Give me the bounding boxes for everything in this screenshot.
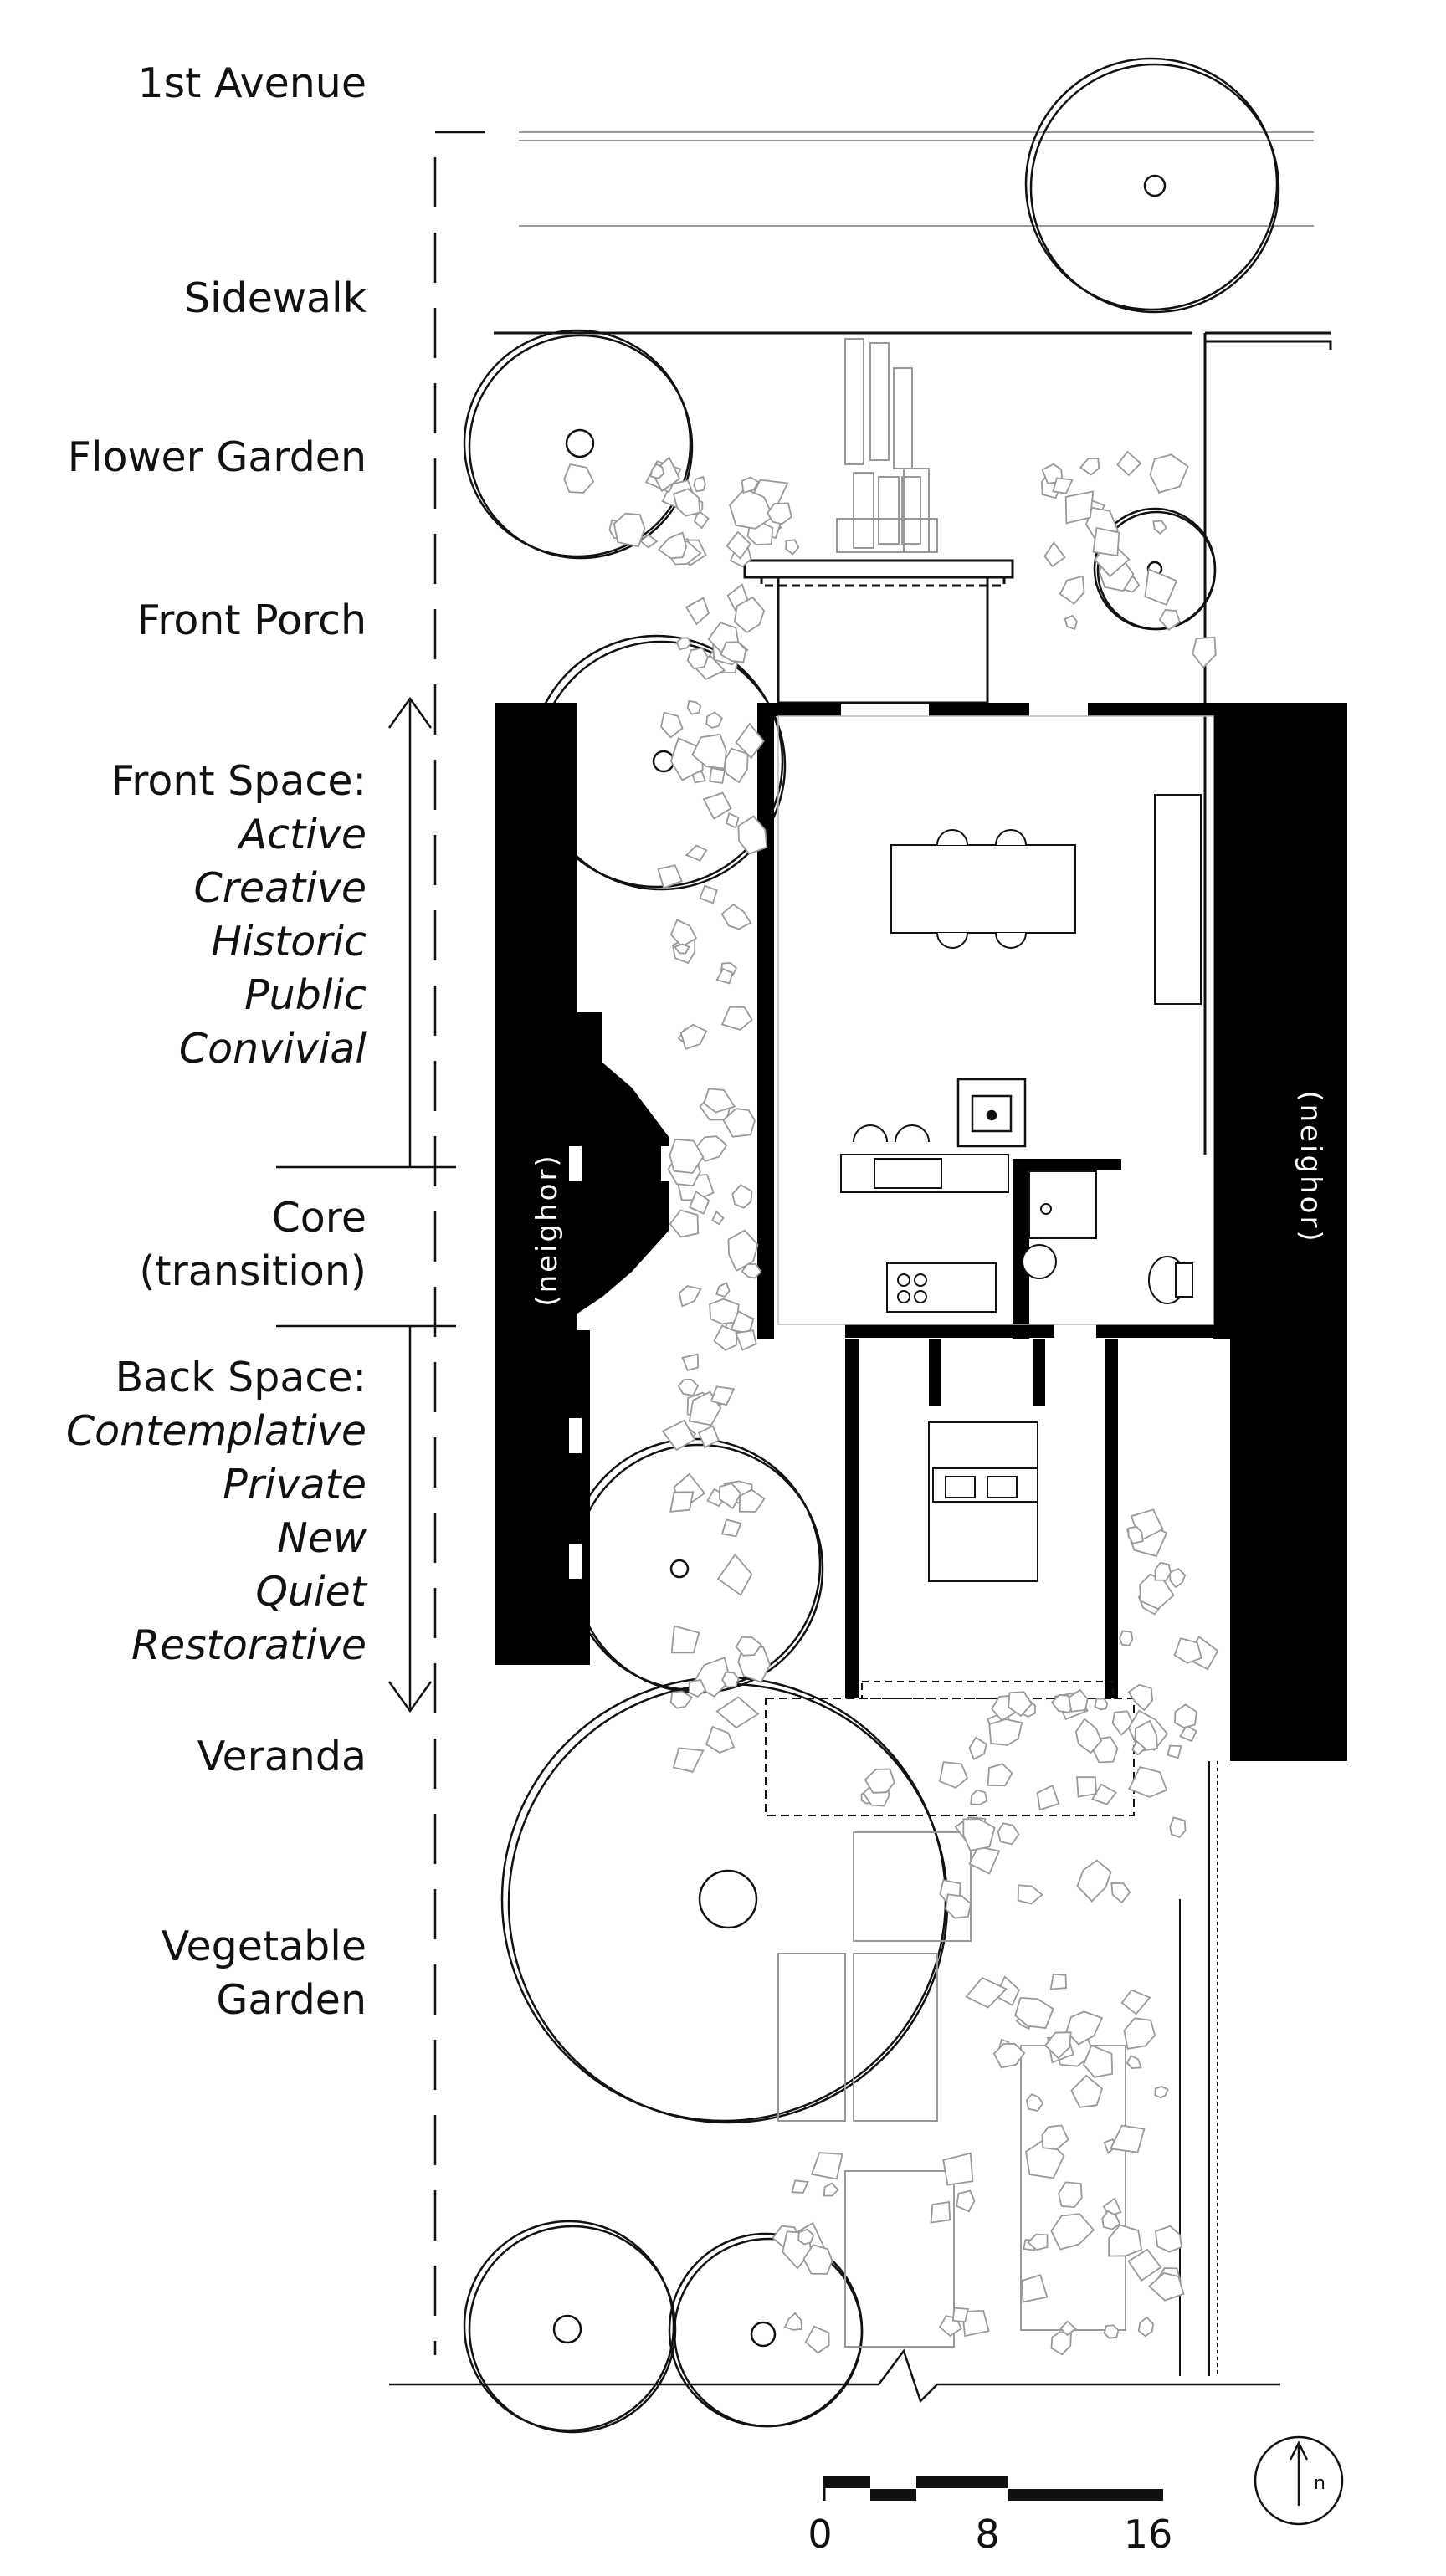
stepping-stone xyxy=(943,2153,972,2185)
stepping-stone xyxy=(688,648,708,668)
front-porch xyxy=(745,561,1013,703)
back-space-quality: New xyxy=(277,1514,367,1562)
stepping-stone xyxy=(970,1847,1000,1874)
stepping-stone xyxy=(717,1698,758,1728)
stepping-stone xyxy=(989,1719,1022,1745)
stepping-stone xyxy=(1051,2214,1094,2249)
core-title: Core xyxy=(271,1194,367,1242)
stepping-stone xyxy=(1066,492,1094,524)
stepping-stone xyxy=(1129,1685,1153,1710)
rear-break-line xyxy=(389,2351,1280,2401)
north-letter: n xyxy=(1314,2473,1326,2494)
stepping-stone xyxy=(674,1748,703,1772)
stepping-stones xyxy=(564,452,1218,2354)
stepping-stone xyxy=(812,2153,843,2179)
stepping-stone xyxy=(1111,1883,1130,1903)
stepping-stone xyxy=(712,1211,723,1224)
stepping-stone xyxy=(670,1492,693,1512)
label-sidewalk: Sidewalk xyxy=(183,274,367,322)
stepping-stone xyxy=(1129,2250,1161,2281)
stepping-stone xyxy=(700,886,717,904)
rear-side-fence xyxy=(1180,1761,1218,2376)
stepping-stone xyxy=(1180,1726,1196,1742)
stepping-stone xyxy=(722,1007,752,1030)
stepping-stone xyxy=(718,1554,751,1595)
stepping-stone xyxy=(672,1626,700,1653)
stepping-stone xyxy=(688,701,700,714)
stepping-stone xyxy=(806,2327,829,2353)
dining-table xyxy=(891,830,1075,948)
stepping-stone xyxy=(1170,1818,1185,1838)
stepping-stone xyxy=(722,1519,741,1536)
stepping-stone xyxy=(674,489,700,515)
stepping-stone xyxy=(564,464,593,493)
back-space-quality: Private xyxy=(223,1461,367,1508)
stepping-stone xyxy=(1042,2126,1068,2150)
stepping-stone xyxy=(722,904,751,929)
right-neighbor-label: (neighor) xyxy=(1294,1090,1327,1244)
stepping-stone xyxy=(1170,1569,1185,1587)
front-bench xyxy=(1155,795,1201,1004)
stepping-stone xyxy=(792,2180,808,2193)
stepping-stone xyxy=(1051,1974,1066,1990)
stepping-stone xyxy=(736,1330,756,1349)
stepping-stone xyxy=(706,1727,734,1753)
stepping-stone xyxy=(704,793,731,819)
stepping-stone xyxy=(1044,543,1064,566)
front-space-quality: Convivial xyxy=(178,1025,367,1073)
stepping-stone xyxy=(1117,452,1141,475)
front-space-quality: Creative xyxy=(193,864,367,912)
tree-street xyxy=(1031,64,1279,312)
stepping-stone xyxy=(1139,2317,1153,2336)
stepping-stone xyxy=(1192,638,1215,668)
stepping-stone xyxy=(711,1386,734,1405)
front-walkway-pavers xyxy=(837,339,937,552)
stepping-stone xyxy=(706,712,722,728)
stepping-stone xyxy=(1145,569,1177,604)
stepping-stone xyxy=(940,1762,967,1788)
stepping-stone xyxy=(1018,1885,1043,1903)
stepping-stone xyxy=(1109,2225,1141,2256)
front-floor-planks xyxy=(778,716,1213,1324)
stepping-stone xyxy=(1059,2182,1082,2207)
stepping-stone xyxy=(1120,1631,1133,1646)
stepping-stone xyxy=(953,2308,968,2322)
stepping-stone xyxy=(1122,1990,1150,2015)
stepping-stone xyxy=(659,533,686,559)
stepping-stone xyxy=(679,1286,701,1306)
stepping-stone xyxy=(1080,458,1099,475)
stepping-stone xyxy=(710,768,725,783)
left-neighbor-building xyxy=(495,703,673,1665)
stepping-stone xyxy=(1153,521,1167,534)
stepping-stone xyxy=(614,514,645,547)
veranda-outline xyxy=(766,1698,1134,1815)
stepping-stone xyxy=(946,1894,971,1918)
stepping-stone xyxy=(1071,2076,1102,2107)
stepping-stone xyxy=(716,1283,729,1297)
stepping-stone xyxy=(998,1823,1019,1844)
scale-tick-16: 16 xyxy=(1123,2512,1173,2557)
vegetable-garden-line2: Garden xyxy=(216,1976,367,2024)
stepping-stone xyxy=(971,1790,987,1805)
stepping-stone xyxy=(1060,576,1084,604)
north-arrow xyxy=(1255,2437,1342,2524)
bathroom-fixtures xyxy=(1023,1171,1192,1303)
stepping-stone xyxy=(970,1738,987,1759)
front-space-quality: Public xyxy=(244,971,367,1019)
front-space-title: Front Space: xyxy=(110,757,367,805)
stepping-stone xyxy=(677,638,691,649)
scale-bar xyxy=(808,2476,1172,2557)
vegetable-garden-line1: Vegetable xyxy=(161,1923,367,1970)
stepping-stone xyxy=(1127,2056,1141,2068)
front-space-quality: Historic xyxy=(211,918,367,965)
back-space-title: Back Space: xyxy=(115,1354,367,1401)
stepping-stone xyxy=(671,1692,692,1708)
stepping-stone xyxy=(670,1211,698,1237)
stepping-stone xyxy=(1155,2087,1167,2097)
stepping-stone xyxy=(1124,2018,1155,2049)
stepping-stone xyxy=(651,464,664,479)
stepping-stone xyxy=(1065,616,1077,629)
stepping-stone xyxy=(963,1819,994,1851)
right-neighbor-building xyxy=(1230,703,1347,1761)
left-neighbor-label: (neighor) xyxy=(531,1153,564,1307)
stepping-stone xyxy=(1094,528,1120,556)
stepping-stone xyxy=(785,2313,802,2330)
front-space-arrow xyxy=(276,699,456,1167)
stepping-stone xyxy=(824,2184,838,2196)
stepping-stone xyxy=(1175,1704,1197,1728)
back-space-arrow xyxy=(276,1326,456,1711)
stepping-stone xyxy=(956,2191,974,2212)
stepping-stone xyxy=(1054,478,1073,493)
scale-tick-0: 0 xyxy=(808,2512,833,2557)
property-line xyxy=(435,132,485,2355)
back-bedroom xyxy=(862,1422,1113,1698)
label-flower-garden: Flower Garden xyxy=(67,433,367,481)
stepping-stone xyxy=(1105,2325,1119,2338)
back-space-quality: Restorative xyxy=(131,1621,367,1669)
stepping-stone xyxy=(686,598,709,624)
stepping-stone xyxy=(732,1185,751,1207)
stepping-stone xyxy=(1022,2275,1047,2302)
label-veranda: Veranda xyxy=(197,1733,367,1780)
stepping-stone xyxy=(1078,1861,1111,1902)
stepping-stone xyxy=(1155,1563,1171,1580)
stepping-stone xyxy=(786,540,798,554)
stepping-stone xyxy=(661,713,683,738)
tree-rear-right xyxy=(669,2234,862,2426)
stepping-stone xyxy=(722,1672,738,1687)
back-space-quality: Contemplative xyxy=(65,1407,367,1455)
stepping-stone xyxy=(679,1380,698,1396)
stepping-stone xyxy=(686,846,706,861)
stepping-stone xyxy=(1027,2094,1043,2111)
stepping-stone xyxy=(1095,1698,1107,1709)
kitchen-counter xyxy=(841,1125,1008,1312)
stepping-stone xyxy=(1160,610,1180,630)
stepping-stone xyxy=(1077,1777,1096,1797)
label-street: 1st Avenue xyxy=(137,59,367,107)
stepping-stone xyxy=(694,477,705,491)
stepping-stone xyxy=(988,1764,1013,1785)
street-lines xyxy=(519,132,1314,226)
stepping-stone xyxy=(1149,2273,1183,2301)
stepping-stone xyxy=(726,813,739,827)
stepping-stone xyxy=(1129,1767,1167,1797)
stepping-stone xyxy=(931,2202,951,2223)
stepping-stone xyxy=(1168,1746,1182,1759)
fireplace xyxy=(958,1079,1025,1146)
stepping-stone xyxy=(1156,2226,1182,2252)
stepping-stone xyxy=(683,1355,699,1370)
label-front-porch: Front Porch xyxy=(136,597,367,644)
scale-tick-8: 8 xyxy=(975,2512,1000,2557)
core-subtitle: (transition) xyxy=(139,1247,367,1295)
stepping-stone xyxy=(967,1978,1007,2008)
stepping-stone xyxy=(641,535,657,547)
stepping-stone xyxy=(1175,1638,1202,1663)
stepping-stone xyxy=(1151,454,1188,492)
front-space-quality: Active xyxy=(238,811,367,858)
stepping-stone xyxy=(1110,2126,1144,2153)
stepping-stone xyxy=(1038,1785,1059,1810)
stepping-stone xyxy=(724,749,748,782)
back-space-quality: Quiet xyxy=(255,1568,367,1616)
stepping-stone xyxy=(994,2044,1024,2068)
